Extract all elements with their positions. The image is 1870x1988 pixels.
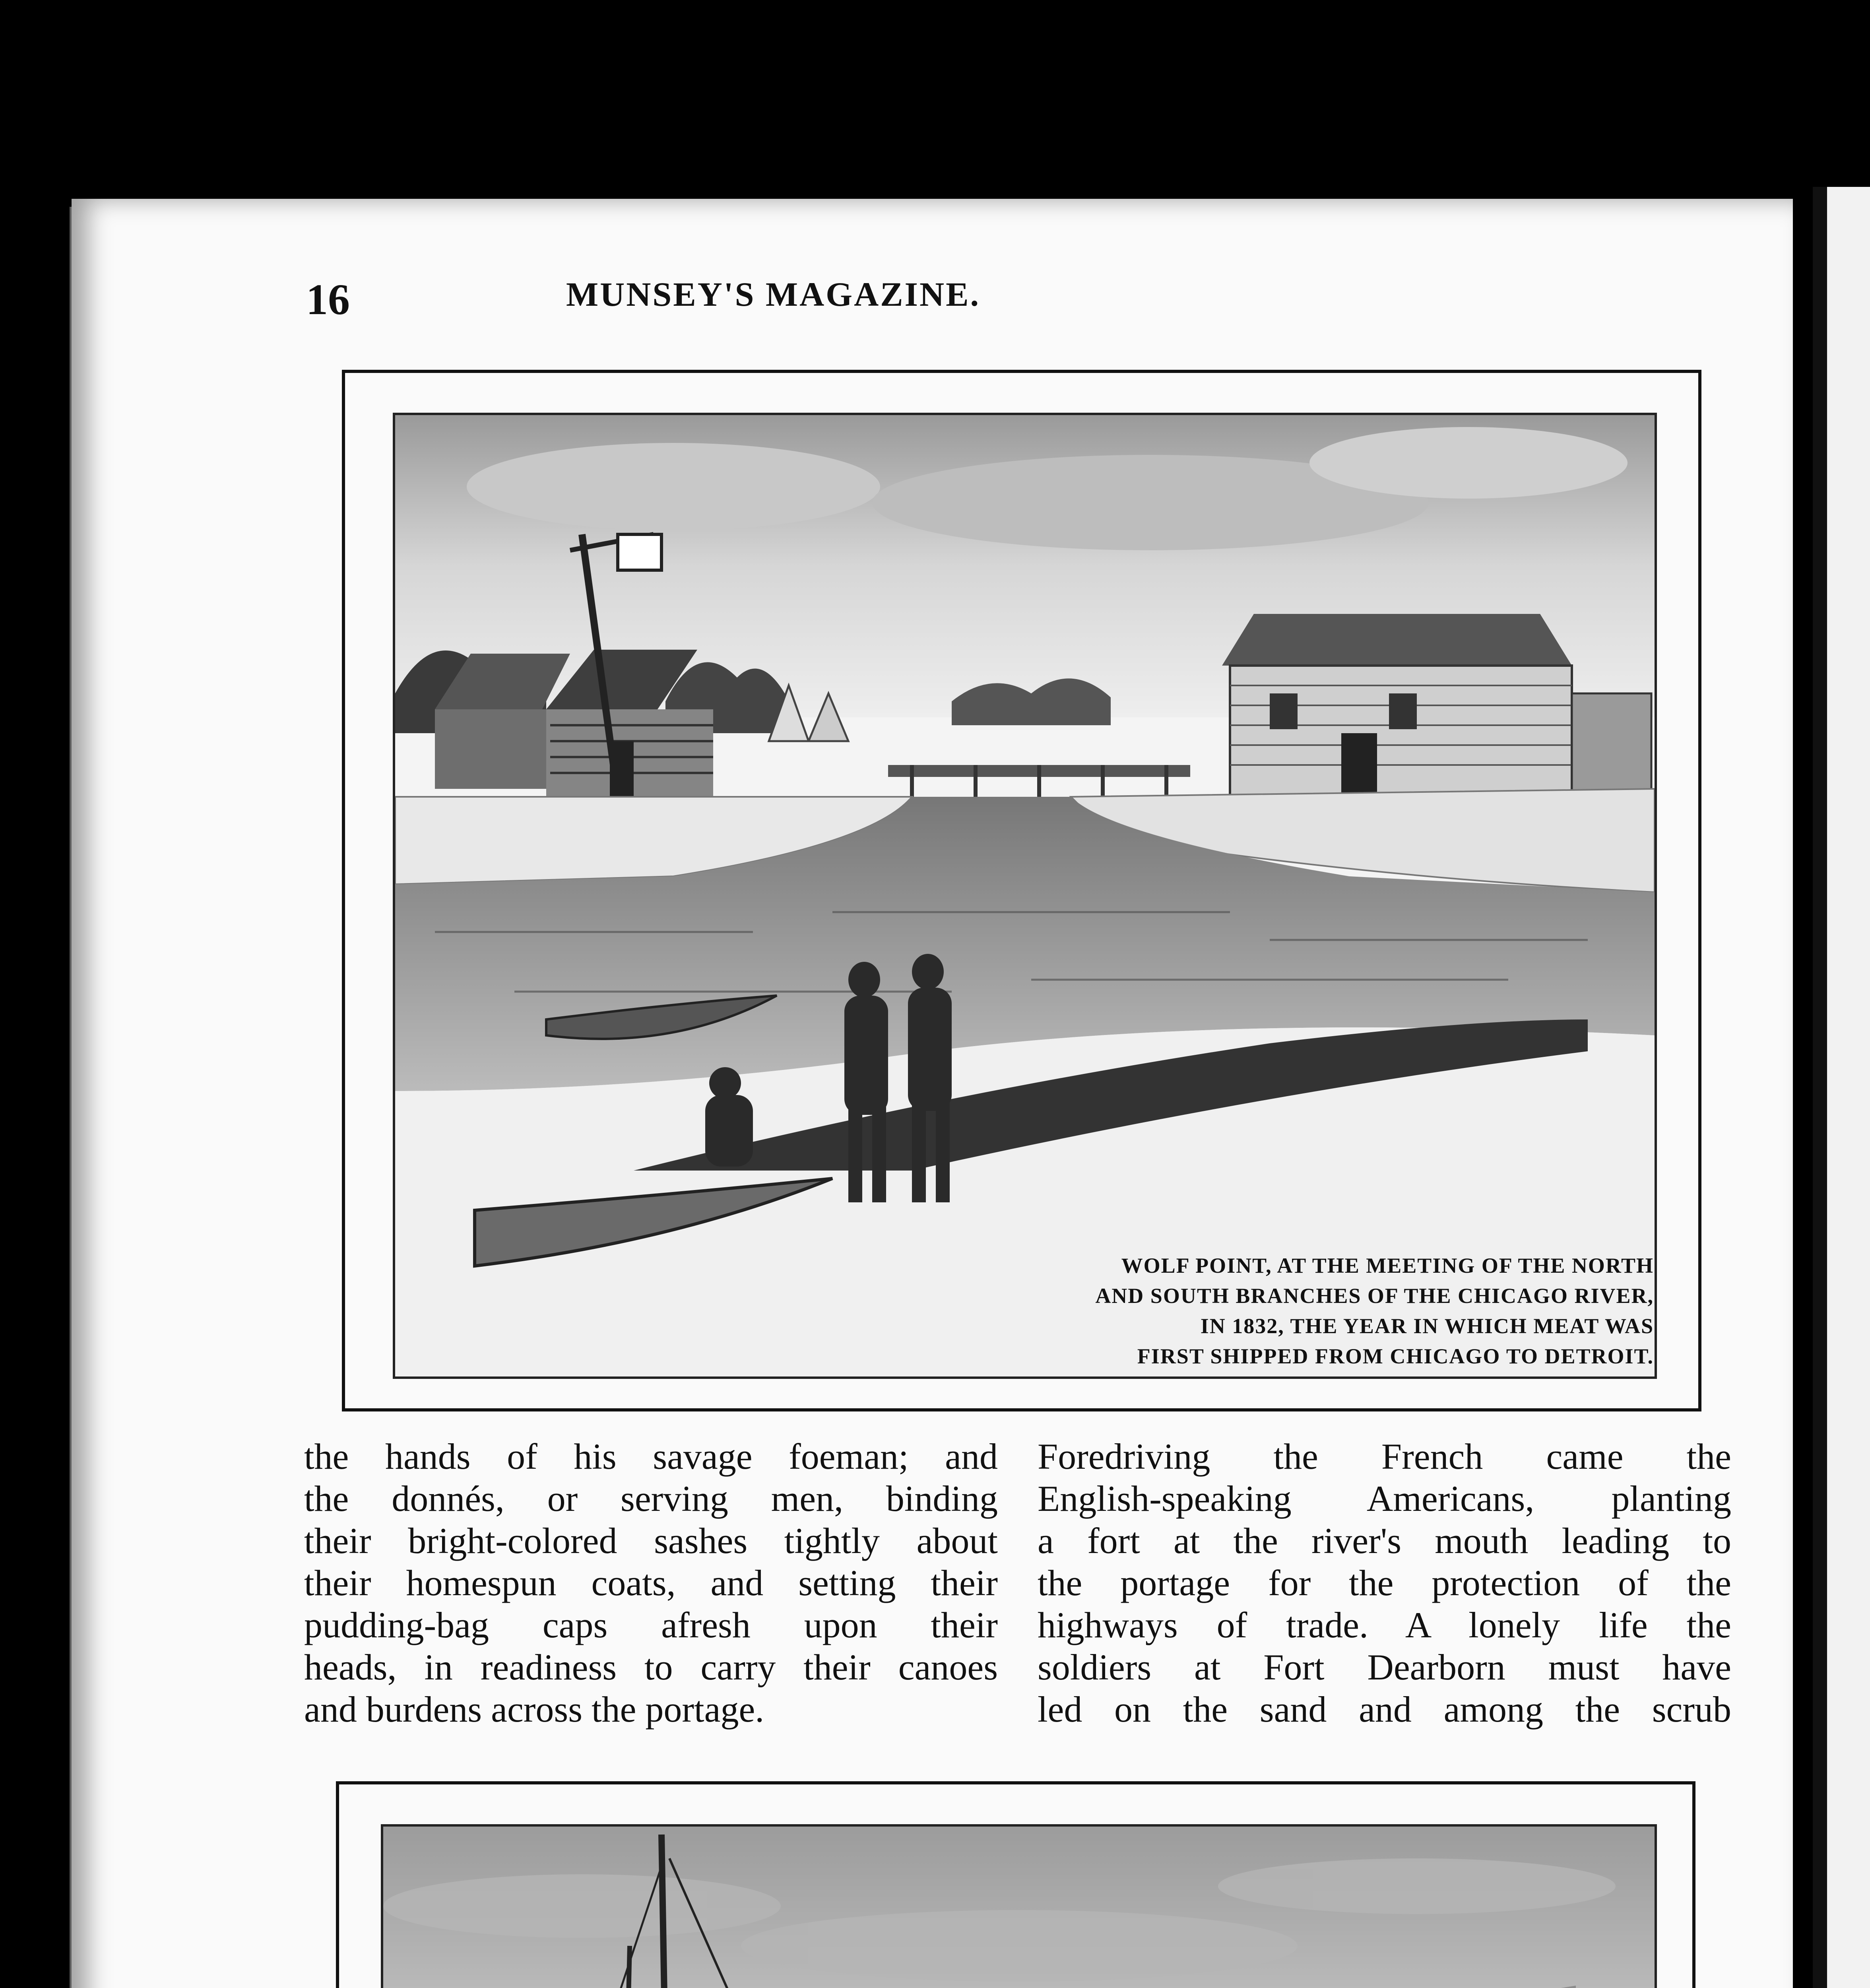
text-line: pudding-bag caps afresh upon their xyxy=(304,1605,998,1645)
figure-1-illustration xyxy=(393,413,1657,1379)
caption-line: WOLF POINT, AT THE MEETING OF THE NORTH xyxy=(1121,1254,1654,1277)
text-line: their homespun coats, and setting their xyxy=(304,1563,998,1603)
caption-line: IN 1832, THE YEAR IN WHICH MEAT WAS xyxy=(1200,1314,1654,1338)
caption-line: AND SOUTH BRANCHES OF THE CHICAGO RIVER, xyxy=(1095,1284,1654,1308)
body-text-right-column xyxy=(1038,1435,1731,1730)
figure-2-frame xyxy=(336,1781,1695,1988)
text-line: their bright-colored sashes tightly about xyxy=(304,1520,998,1561)
text-line: highways of trade. A lonely life the xyxy=(1038,1605,1731,1645)
figure-1-caption xyxy=(1026,1250,1654,1371)
text-line: soldiers at Fort Dearborn must have xyxy=(1038,1647,1731,1687)
text-line: English-speaking Americans, planting xyxy=(1038,1478,1731,1519)
page-header xyxy=(306,274,1240,326)
scanner-background xyxy=(0,0,1870,191)
running-head: MUNSEY'S MAGAZINE. xyxy=(566,275,980,313)
text-line: led on the sand and among the scrub xyxy=(1038,1689,1731,1730)
body-text-left-column xyxy=(304,1435,998,1730)
text-line: a fort at the river's mouth leading to xyxy=(1038,1520,1731,1561)
text-line: and burdens across the portage. xyxy=(304,1689,764,1730)
tugboat-engraving xyxy=(383,1827,1655,1988)
caption-line: FIRST SHIPPED FROM CHICAGO TO DETROIT. xyxy=(1137,1344,1654,1368)
adjacent-page-edge xyxy=(1813,187,1870,1988)
text-line: Foredriving the French came the xyxy=(1038,1436,1731,1477)
text-line: the donnés, or serving men, binding xyxy=(304,1478,998,1519)
text-line: the portage for the protection of the xyxy=(1038,1563,1731,1603)
page-number: 16 xyxy=(306,275,350,324)
text-line: the hands of his savage foeman; and xyxy=(304,1436,998,1477)
text-line: heads, in readiness to carry their canoes xyxy=(304,1647,998,1687)
settlement-engraving xyxy=(395,415,1655,1376)
figure-2-illustration xyxy=(381,1824,1657,1988)
